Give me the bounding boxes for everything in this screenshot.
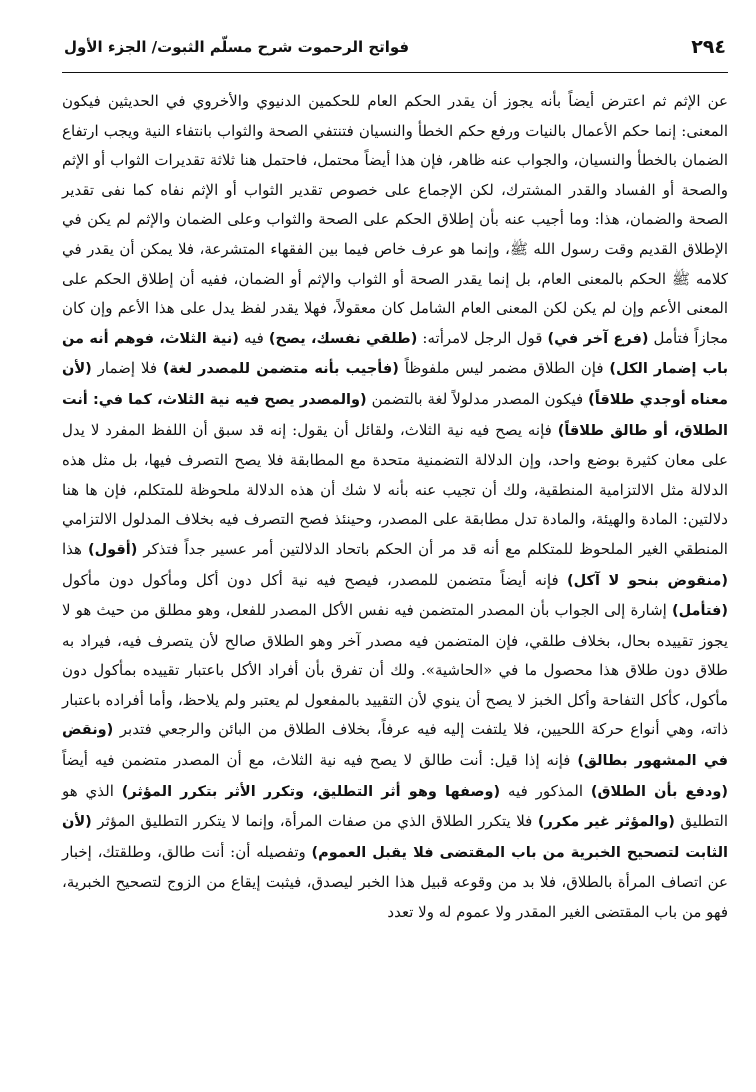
text-segment: فإنه أيضاً متضمن للمصدر، فيصح فيه نية أكل دون أكل ومأكول دون مأكول bbox=[62, 570, 567, 589]
text-segment: عن الإثم ثم اعترض أيضاً بأنه يجوز أن يقدر الحكم العام للحكمين الدنيوي والأخروي في الحديثين فيكون المعنى: إنما حكم الأعمال بالنيات ورفع حكم الخطأ والنسيان فتنتفي الصحة والثواب بانتفاء النية ويجب ارتفاع الضمان بالخطأ والنسيان، والجواب عنه ظاهر، فإن هذا أيضاً محتمل، فاحتمل هنا ثلاثة تقديرات الثواب أو الإثم والصحة أو الفساد والقدر المشترك، لكن الإجماع على خصوص تقدير الثواب أو الإثم نفاه كما نفى تقدير الصحة والضمان، هذا: وما أجيب عنه بأن إطلاق الحكم على الصحة والثواب وعلى الضمان والإثم لم يكن في الإطلاق القديم وقت رسول الله ﷺ، وإنما هو عرف خاص فيما بين الفقهاء المتشرعة، فلا يمكن أن يقدر في كلامه ﷺ الحكم بالمعنى العام، بل إنما يقدر الصحة أو الثواب والإثم أو الضمان، ففيه أن إطلاق الحكم على المعنى الأعم وإن لم يكن لكن المعنى العام الشامل كان معقولاً، فهلا يقدر لفظ يدل على هذا الأعم وإن كان مجازاً فتأمل bbox=[62, 92, 728, 347]
bold-phrase: (طلقي نفسك، يصح) bbox=[268, 330, 418, 347]
text-segment: فلا يتكرر الطلاق الذي من صفات المرأة، وإنما لا يتكرر التطليق المؤثر bbox=[91, 812, 538, 831]
book-page bbox=[62, 28, 728, 1078]
text-segment: فيه bbox=[238, 328, 269, 347]
text-segment: المذكور فيه bbox=[500, 781, 591, 800]
text-segment: فلا إضمار bbox=[91, 359, 163, 378]
bold-phrase: (نية الثلاث، فوهم أنه من باب إضمار الكل) bbox=[62, 330, 729, 378]
text-segment: وتفصيله أن: أنت طالق، وطلقتك، إخبار عن اتصاف المرأة بالطلاق، فلا بد من وقوعه قبيل هذا الخبر ليصدق، فيثبت إيقاع من الزوج لتصحيح الخبرية، فهو من باب المقتضى الغير المقدر ولا عموم له ولا تعدد bbox=[62, 842, 728, 922]
body-text bbox=[62, 87, 728, 928]
page-header bbox=[62, 28, 728, 73]
text-segment: إشارة إلى الجواب بأن المصدر المتضمن فيه نفس الأكل المصدر للفعل، وهو مطلق من حيث هو لا يجوز تقييده بحال، بخلاف طلقي، فإن المتضمن فيه مصدر آخر وهو الطلاق صالح لأن يتصرف فيه، فيراد به طلاق دون طلاق هذا محصول ما في «الحاشية». ولك أن تفرق بأن أفراد الأكل باعتبار تقييده بمأكول دون مأكول، كأكل التفاحة وأكل الخبز لا يصح أن ينوي لأن التقييد بالمفعول لم يعتبر ولم يلاحظ، وأما أفراده باعتبار ذاته، وهي أنواع حركة اللحيين، فلا يلتفت إليه فيه عرفاً، بخلاف الطلاق من البائن والرجعي فتدبر bbox=[62, 601, 728, 739]
text-segment: فإنه إذا قيل: أنت طالق لا يصح فيه نية الثلاث، مع أن المصدر متضمن فيه أيضاً bbox=[62, 751, 578, 770]
text-segment: الذي هو التطليق bbox=[62, 781, 728, 831]
bold-phrase: (لأن معناه أوجدي طلاقاً) bbox=[62, 361, 728, 408]
bold-phrase: (وصفها وهو أثر التطليق، وتكرر الأثر بتكرر المؤثر) bbox=[121, 783, 501, 800]
bold-phrase: (منقوض بنحو لا آكل) bbox=[566, 572, 729, 589]
text-segment: هذا bbox=[62, 539, 88, 558]
bold-phrase: (فأجيب بأنه متضمن للمصدر لغة) bbox=[162, 361, 399, 378]
text-segment: قول الرجل لامرأته: bbox=[417, 328, 548, 347]
bold-phrase: (فتأمل) bbox=[671, 603, 728, 620]
bold-phrase: (والمؤثر غير مكرر) bbox=[537, 814, 675, 831]
text-segment: فيكون المصدر مدلولاً لغة بالتضمن bbox=[366, 389, 589, 408]
bold-phrase: (ودفع بأن الطلاق) bbox=[590, 783, 728, 800]
bold-phrase: (فرع آخر في) bbox=[547, 330, 649, 347]
text-segment: فإن الطلاق مضمر ليس ملفوظاً bbox=[398, 359, 610, 378]
bold-phrase: (لأن الثابت لتصحيح الخبرية من باب المقتضى فلا يقبل العموم) bbox=[62, 814, 728, 861]
bold-phrase: (أقول) bbox=[87, 541, 138, 558]
bold-phrase: (ونقض في المشهور بطالق) bbox=[62, 722, 728, 770]
running-title: فواتح الرحموت شرح مسلّم الثبوت/ الجزء الأول bbox=[64, 38, 410, 56]
page-number: ٢٩٤ bbox=[691, 36, 726, 58]
bold-phrase: (والمصدر يصح فيه نية الثلاث، كما في: أنت الطلاق، أو طالق طلاقاً) bbox=[62, 391, 729, 439]
text-segment: فإنه يصح فيه نية الثلاث، ولقائل أن يقول: إنه قد سبق أن اللفظ المفرد لا يدل على معان كثيرة بوضع واحد، وإن الدلالة التضمنية متحدة مع المطابقة فلا يصح التصرف فيها، بل مثل هذه الدلالة مثل الالتزامية المنطقية، ولك أن تجيب عنه بأنه لا شك أن هذه الدلالة ملحوظة للمتكلم، فإن ها هنا دلالتين: المادة والهيئة، والمادة تدل مطابقة على المصدر، وحينئذ فصح التصرف فيه بخلاف المدلول الالتزامي المنطقي الغير الملحوظ للمتكلم مع أنه قد مر أن الحكم باتحاد الدلالتين أمر عسير جداً فتذكر bbox=[62, 420, 728, 558]
